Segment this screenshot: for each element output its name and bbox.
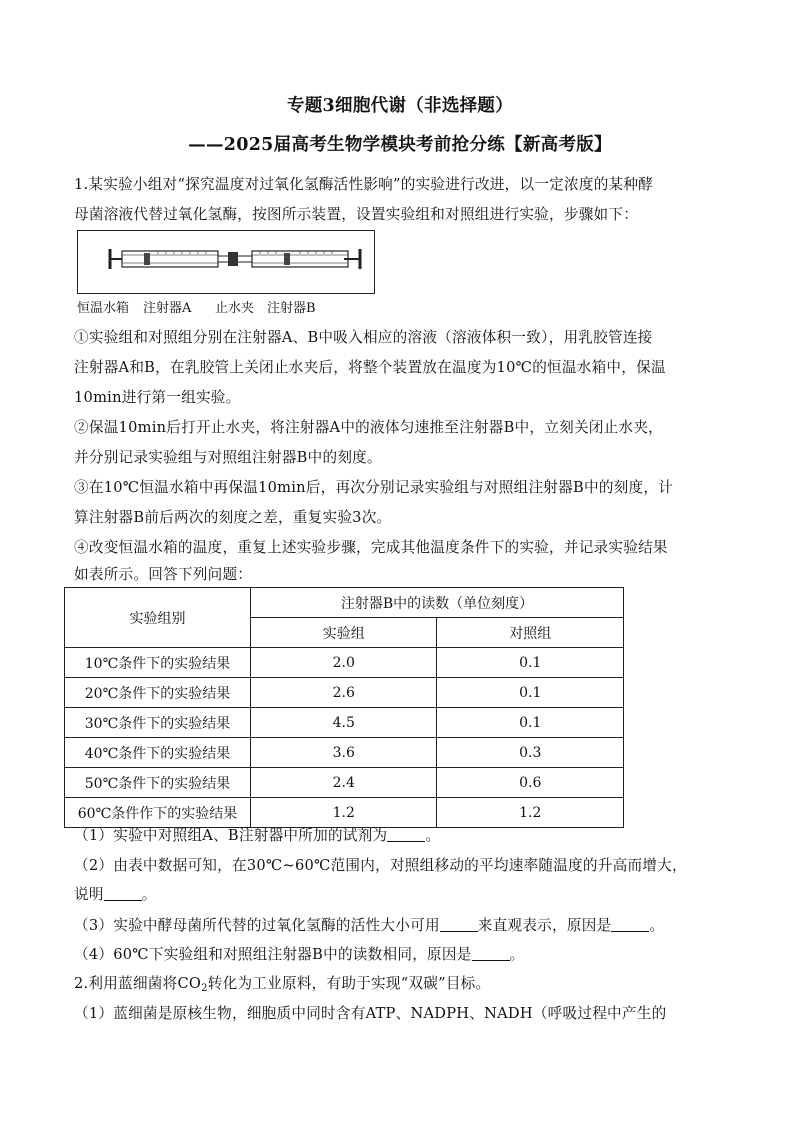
row-label: 40℃条件下的实验结果 (65, 738, 251, 768)
q1-sub3-end: 。 (649, 917, 665, 934)
cell-experimental: 3.6 (251, 738, 437, 768)
q1-intro-line1: 1.某实验小组对“探究温度对过氧化氢酶活性影响”的实验进行改进，以一定浓度的某种酵 (74, 176, 654, 193)
answer-blank[interactable] (611, 917, 649, 932)
answer-blank[interactable] (472, 946, 510, 961)
q1-step4-line1: ④改变恒温水箱的温度，重复上述实验步骤，完成其他温度条件下的实验，并记录实验结果 (74, 539, 668, 556)
q1-step1-line3: 10min进行第一组实验。 (74, 389, 241, 406)
cell-control: 0.1 (437, 648, 624, 678)
figure-labels (77, 297, 377, 315)
row-label: 50℃条件下的实验结果 (65, 768, 251, 798)
answer-blank[interactable] (104, 886, 142, 901)
header-group: 实验组别 (65, 588, 251, 648)
q1-sub1-end: 。 (425, 827, 441, 844)
q1-sub4-end: 。 (509, 946, 525, 963)
q1-intro-line2: 母菌溶液代替过氧化氢酶，按图所示装置，设置实验组和对照组进行实验，步骤如下： (74, 206, 639, 223)
header-reading: 注射器B中的读数（单位刻度） (251, 588, 624, 618)
q1-step2-line1: ②保温10min后打开止水夹，将注射器A中的液体匀速推至注射器B中，立刻关闭止水夹， (74, 419, 664, 436)
cell-control: 0.3 (437, 738, 624, 768)
row-label: 60℃条件作下的实验结果 (65, 798, 251, 828)
q1-sub1 (74, 821, 724, 851)
q1-sub2-line1: （2）由表中数据可知，在30℃~60℃范围内，对照组移动的平均速率随温度的升高而增大， (74, 857, 687, 874)
q1-sub4 (74, 940, 724, 970)
cell-control: 1.2 (437, 798, 624, 828)
table-row (65, 768, 624, 798)
q1-sub2-line2 (74, 880, 724, 910)
q2-sub1: （1）蓝细菌是原核生物，细胞质中同时含有ATP、NADPH、NADH（呼吸过程中产生的 (74, 1005, 667, 1022)
q2-intro-text-b: 转化为工业原料，有助于实现“双碳”目标。 (207, 975, 491, 992)
apparatus-figure (77, 230, 375, 294)
cell-control: 0.1 (437, 678, 624, 708)
label-syringe-a: 注射器A (143, 301, 192, 316)
syringe-apparatus-drawing (78, 231, 374, 293)
cell-experimental: 2.0 (251, 648, 437, 678)
q1-sub3-text-a: （3）实验中酵母菌所代替的过氧化氢酶的活性大小可用 (74, 917, 440, 934)
q1-sub1-text: （1）实验中对照组A、B注射器中所加的试剂为 (74, 827, 388, 844)
q1-step3-line1: ③在10℃恒温水箱中再保温10min后，再次分别记录实验组与对照组注射器B中的刻度，计 (74, 479, 674, 496)
row-label: 10℃条件下的实验结果 (65, 648, 251, 678)
cell-experimental: 2.6 (251, 678, 437, 708)
table-row (65, 708, 624, 738)
cell-experimental: 4.5 (251, 708, 437, 738)
q1-step1-line1: ①实验组和对照组分别在注射器A、B中吸入相应的溶液（溶液体积一致），用乳胶管连接 (74, 329, 653, 346)
row-label: 30℃条件下的实验结果 (65, 708, 251, 738)
label-water-bath: 恒温水箱 (77, 301, 130, 316)
q1-step3-line2: 算注射器B前后两次的刻度之差，重复实验3次。 (74, 509, 392, 526)
label-clamp: 止水夹 (215, 301, 255, 316)
q2-intro-subscript: 2 (201, 983, 208, 994)
cell-control: 0.1 (437, 708, 624, 738)
table-header-row (65, 588, 624, 618)
q2-intro-text-a: 2.利用蓝细菌将CO (74, 975, 202, 992)
results-table (64, 587, 624, 828)
table-row (65, 738, 624, 768)
answer-blank[interactable] (387, 827, 425, 842)
q1-sub2-text: 说明 (74, 886, 104, 903)
q1-step4-line2: 如表所示。回答下列问题： (74, 566, 253, 583)
table-row (65, 678, 624, 708)
q1-sub3 (74, 911, 724, 941)
table-row (65, 648, 624, 678)
q1-sub2-end: 。 (141, 886, 157, 903)
cell-experimental: 1.2 (251, 798, 437, 828)
header-control: 对照组 (437, 618, 624, 648)
answer-blank[interactable] (440, 917, 478, 932)
q1-step2-line2: 并分别记录实验组与对照组注射器B中的刻度。 (74, 449, 382, 466)
document-subtitle: ——2025届高考生物学模块考前抢分练【新高考版】 (188, 135, 612, 155)
cell-control: 0.6 (437, 768, 624, 798)
row-label: 20℃条件下的实验结果 (65, 678, 251, 708)
q1-sub3-text-b: 来直观表示，原因是 (477, 917, 612, 934)
label-syringe-b: 注射器B (267, 301, 316, 316)
cell-experimental: 2.4 (251, 768, 437, 798)
header-experimental: 实验组 (251, 618, 437, 648)
q1-step1-line2: 注射器A和B，在乳胶管上关闭止水夹后，将整个装置放在温度为10℃的恒温水箱中，保温 (74, 359, 666, 376)
document-title: 专题3细胞代谢（非选择题） (286, 96, 514, 116)
q1-sub4-text: （4）60℃下实验组和对照组注射器B中的读数相同，原因是 (74, 946, 472, 963)
